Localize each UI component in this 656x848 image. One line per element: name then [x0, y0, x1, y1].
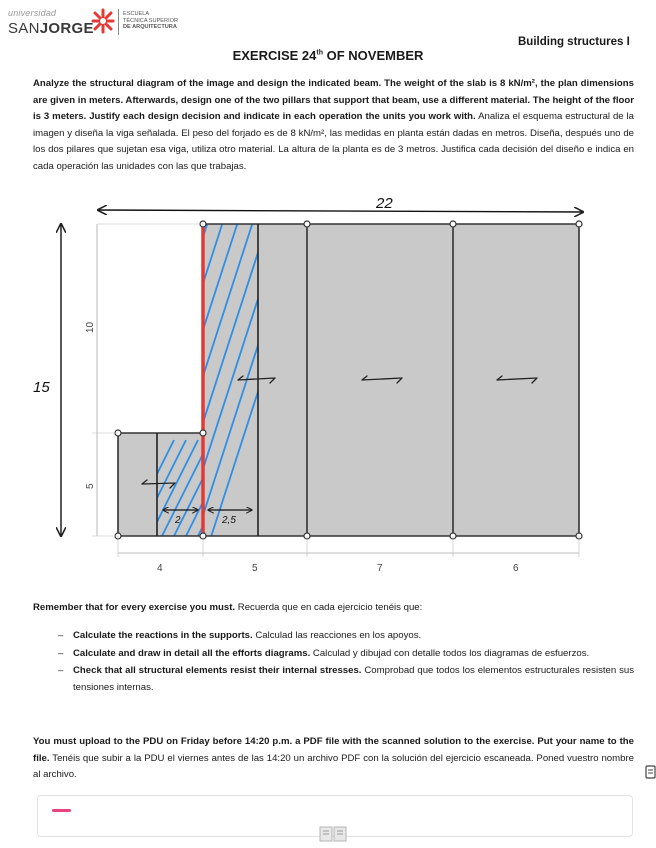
slab-area-upper [203, 224, 579, 536]
intro-english: Analyze the structural diagram of the image and design the indicated beam. The weight of the slab is 8 kN/m², the plan dimensions are given in meters. Afterwards, design one of the two pillars that support that beam, use a different material. The height of the floor is 3 meters. Justify each design decision and indicate in each operation the units you work with. [33, 78, 634, 123]
remember-line [33, 600, 634, 617]
structural-diagram [0, 190, 656, 585]
upload-instructions [33, 734, 634, 784]
logo-sanjorge [8, 20, 94, 37]
logo-school-text [123, 11, 178, 31]
slab-area-lower [118, 433, 203, 536]
school-line-1: ESCUELA [123, 11, 150, 17]
list-dash: – [58, 630, 64, 641]
node [450, 221, 456, 227]
list-item [38, 663, 634, 696]
task-spanish: Comprobad que todos los elementos estructurales resisten sus tensiones internas. [73, 665, 634, 693]
dim-bottom-4: 4 [157, 563, 163, 574]
page-title: EXERCISE 24th OF NOVEMBER [232, 48, 424, 63]
side-panel-icon[interactable] [645, 765, 656, 779]
dim-ticks-bottom [118, 536, 579, 557]
task-english: Calculate the reactions in the supports. [73, 630, 253, 641]
list-dash: – [58, 647, 64, 659]
offset-right-label: 2,5 [222, 515, 236, 526]
overall-height-label: 15 [33, 379, 50, 396]
offset-left-label: 2 [175, 515, 181, 526]
logo-star-icon [90, 7, 116, 35]
dim-bottom-7: 7 [377, 563, 383, 574]
school-line-3: DE ARQUITECTURA [123, 24, 177, 31]
dim-bottom-6: 6 [513, 563, 519, 574]
task-spanish: Calculad las reacciones en los apoyos. [255, 630, 422, 641]
task-spanish: Calculad y dibujad con detalle todos los diagramas de esfuerzos. [312, 647, 590, 659]
dim-bottom-5: 5 [252, 563, 258, 574]
upload-english: You must upload to the PDU on Friday before 14:20 p.m. a PDF file with the scanned solution to the exercise. Put your name to the file. [33, 736, 634, 764]
dim-upper-height: 10 [85, 321, 96, 333]
intro-paragraph [33, 76, 634, 176]
node [200, 430, 206, 436]
node [576, 221, 582, 227]
task-english: Calculate and draw in detail all the efforts diagrams. [73, 647, 311, 659]
task-english: Check that all structural elements resist their internal stresses. [73, 665, 362, 677]
dim-lower-height: 5 [85, 483, 96, 489]
remember-english: Remember that for every exercise you must. [33, 602, 236, 613]
logo-jorge-text: JORGE [39, 20, 94, 37]
list-dash: – [58, 665, 64, 677]
task-list [38, 628, 634, 697]
remember-spanish: Recuerda que en cada ejercicio tenéis que: [237, 602, 423, 613]
comment-card-accent [52, 809, 71, 812]
list-item [38, 628, 634, 645]
overall-width-arrow [98, 210, 583, 212]
course-name: Building structures I [518, 36, 630, 48]
page-view-icon[interactable] [319, 826, 347, 842]
list-item [38, 646, 634, 663]
school-line-2: TÉCNICA SUPERIOR [123, 17, 179, 24]
logo-san-text: SAN [8, 20, 40, 37]
node [304, 221, 310, 227]
logo-separator [118, 9, 119, 35]
overall-width-label: 22 [376, 195, 393, 212]
logo-university-text: universidad [8, 8, 57, 18]
intro-spanish: Analiza el esquema estructural de la imagen y diseña la viga señalada. El peso del forjado es de 8 kN/m², las medidas en planta están dadas en metros. Diseña, después uno de los dos pilares que sujetan esa viga, utiliza otro material. La altura de la planta es de 3 metros. Justifica cada decisión del diseño e indica en cada operación las unidades con las que trabajas. [33, 111, 634, 172]
upload-spanish: Tenéis que subir a la PDU el viernes antes de las 14:20 un archivo PDF con la solución del ejercicio escaneada. Poned vuestro nombre al archivo. [33, 752, 634, 781]
